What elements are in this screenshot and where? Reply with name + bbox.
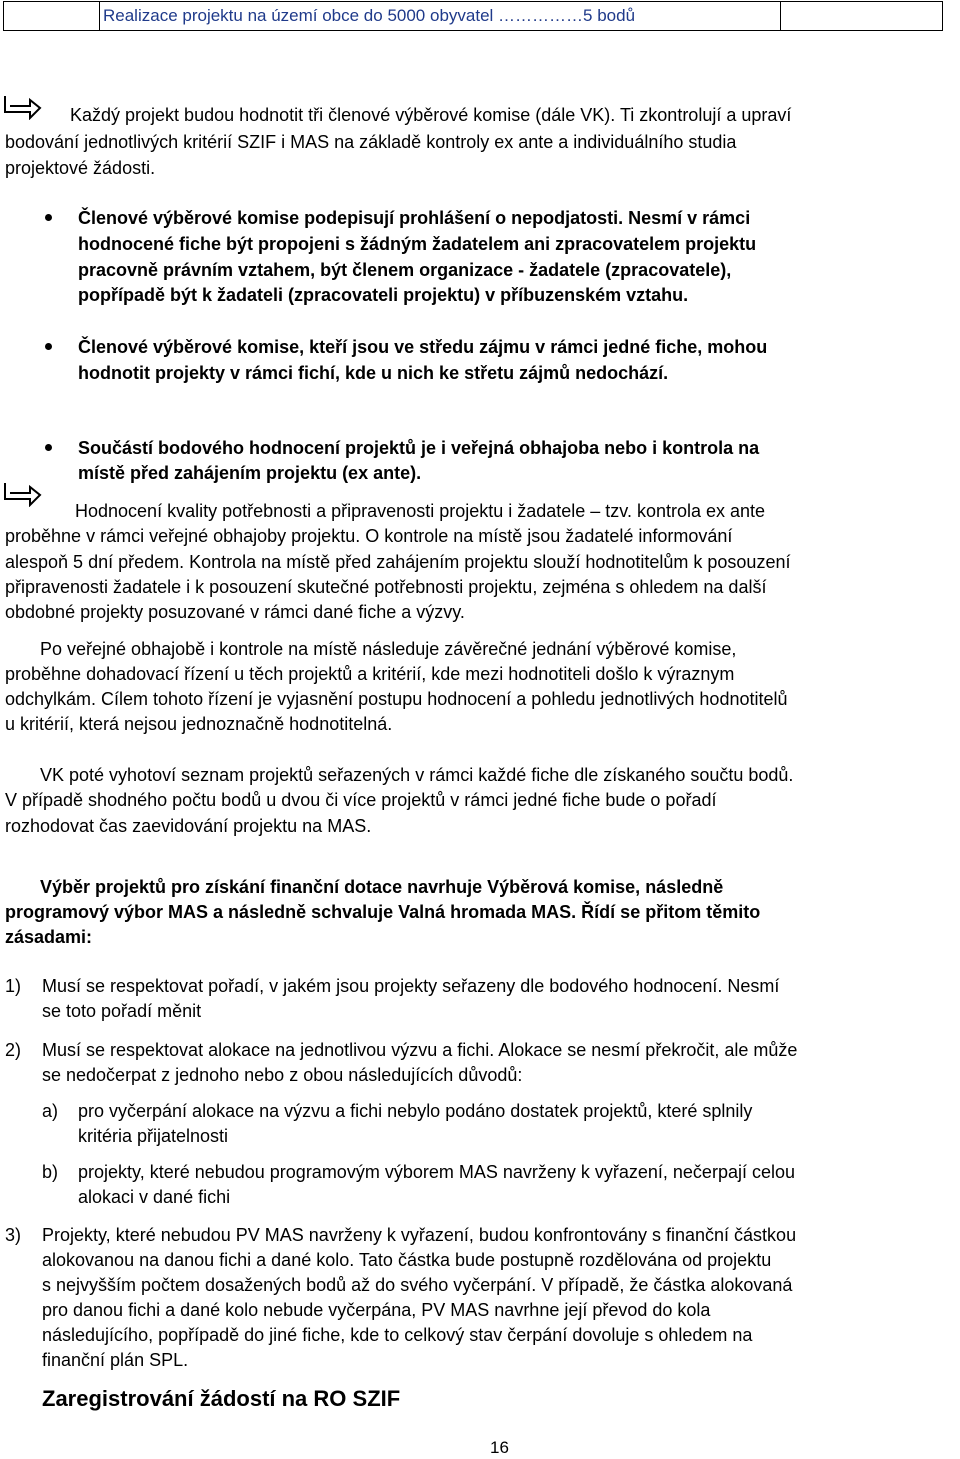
paragraph-line: připravenosti žadatele i k posouzení skutečné potřebnosti projektu, zejména s ohledem na další [5,577,767,597]
bullet-text-line: Součástí bodového hodnocení projektů je i veřejná obhajoba nebo i kontrola na [78,438,760,458]
rule-number: 3) [5,1225,22,1245]
selection-line: Výběr projektů pro získání finanční dotace navrhuje Výběrová komise, následně [40,877,724,897]
rule-line: Projekty, které nebudou PV MAS navrženy k vyřazení, budou konfrontovány s finanční částkou [42,1225,797,1245]
bullet-text-line: Členové výběrové komise podepisují prohlášení o nepodjatosti. Nesmí v rámci [78,208,751,228]
paragraph-line: Po veřejné obhajobě i kontrole na místě následuje závěrečné jednání výběrové komise, [40,639,737,659]
rule-line: pro vyčerpání alokace na výzvu a fichi nebylo podáno dostatek projektů, které splnily [78,1101,753,1121]
right-arrow-icon [2,94,42,120]
rule-line: Musí se respektovat pořadí, v jakém jsou projekty seřazeny dle bodového hodnocení. Nesmí [42,976,780,996]
paragraph-line: alespoň 5 dní předem. Kontrola na místě před zahájením projektu slouží hodnotitelům k posouzení [5,552,791,572]
rule-line: s nejvyšším počtem dosažených bodů až do svého vyčerpání. V případě, že částka alokovaná [42,1275,793,1295]
paragraph-line: rozhodovat čas zaevidování projektu na MAS. [5,816,372,836]
intro-line: bodování jednotlivých kritérií SZIF i MAS na základě kontroly ex ante a individuálního studia [5,132,737,152]
bullet-text-line: hodnocené fiche být propojeni s žádným žadatelem ani zpracovatelem projektu [78,234,757,254]
bullet-text-line: místě před zahájením projektu (ex ante). [78,463,422,483]
paragraph-line: V případě shodného počtu bodů u dvou či více projektů v rámci jedné fiche bude o pořadí [5,790,717,810]
rule-line: Musí se respektovat alokace na jednotlivou výzvu a fichi. Alokace se nesmí překročit, ale může [42,1040,798,1060]
paragraph-line: proběhne v rámci veřejné obhajoby projektu. O kontrole na místě jsou žadatelé informování [5,526,733,546]
rule-number: b) [42,1162,59,1182]
rule-line: pro danou fichi a dané kolo nebude vyčerpána, PV MAS navrhne její převod do kola [42,1300,711,1320]
rule-line: projekty, které nebudou programovým výborem MAS navrženy k vyřazení, nečerpají celou [78,1162,795,1182]
paragraph-line: u kritérií, která nejsou jednoznačně hodnotitelná. [5,714,393,734]
rule-line: finanční plán SPL. [42,1350,189,1370]
paragraph-line: VK poté vyhotoví seznam projektů seřazených v rámci každé fiche dle získaného součtu bodů. [40,765,794,785]
paragraph-line: Hodnocení kvality potřebnosti a připravenosti projektu i žadatele – tzv. kontrola ex ante [75,501,766,521]
bullet-text-line: pracovně právním vztahem, být členem organizace - žadatele (zpracovatele), [78,260,732,280]
paragraph-line: obdobné projekty posuzované v rámci dané fiche a výzvy. [5,602,465,622]
right-arrow-icon [2,481,42,507]
bullet-point [45,444,52,451]
page-number: 16 [490,1438,509,1457]
paragraph-line: odchylkám. Cílem tohoto řízení je vyjasnění postupu hodnocení a pohledu jednotlivých hodnotitelů [5,689,788,709]
bullet-point [45,214,52,221]
bullet-text-line: popřípadě být k žadateli (zpracovateli projektu) v příbuzenském vztahu. [78,285,689,305]
selection-line: zásadami: [5,927,93,947]
paragraph-line: proběhne dohadovací řízení u těch projektů a kritérií, kde mezi hodnotiteli došlo k výraznym [5,664,735,684]
rule-line: alokovanou na danou fichi a dané kolo. Tato částka bude postupně rozdělována od projektu [42,1250,772,1270]
bullet-point [45,343,52,350]
header-table-cell-empty [4,2,100,30]
section-heading: Zaregistrování žádostí na RO SZIF [42,1386,401,1411]
rule-line: alokaci v dané fichi [78,1187,231,1207]
rule-number: 2) [5,1040,22,1060]
rule-line: následujícího, popřípadě do jiné fiche, kde to celkový stav čerpání dovoluje s ohledem na [42,1325,753,1345]
rule-line: se toto pořadí měnit [42,1001,202,1021]
rule-number: a) [42,1101,59,1121]
bullet-text-line: hodnotit projekty v rámci fichí, kde u nich ke střetu zájmů nedochází. [78,363,669,383]
intro-line: Každý projekt budou hodnotit tři členové výběrové komise (dále VK). Ti zkontrolují a upraví [70,105,792,125]
rule-line: kritéria přijatelnosti [78,1126,229,1146]
intro-line: projektové žádosti. [5,158,156,178]
header-table-text: Realizace projektu na území obce do 5000 obyvatel ……………5 bodů [103,6,636,25]
selection-line: programový výbor MAS a následně schvaluje Valná hromada MAS. Řídí se přitom těmito [5,902,761,922]
rule-number: 1) [5,976,22,996]
header-table-cell-empty-right [780,2,942,30]
rule-line: se nedočerpat z jednoho nebo z obou následujících důvodů: [42,1065,523,1085]
bullet-text-line: Členové výběrové komise, kteří jsou ve středu zájmu v rámci jedné fiche, mohou [78,337,768,357]
